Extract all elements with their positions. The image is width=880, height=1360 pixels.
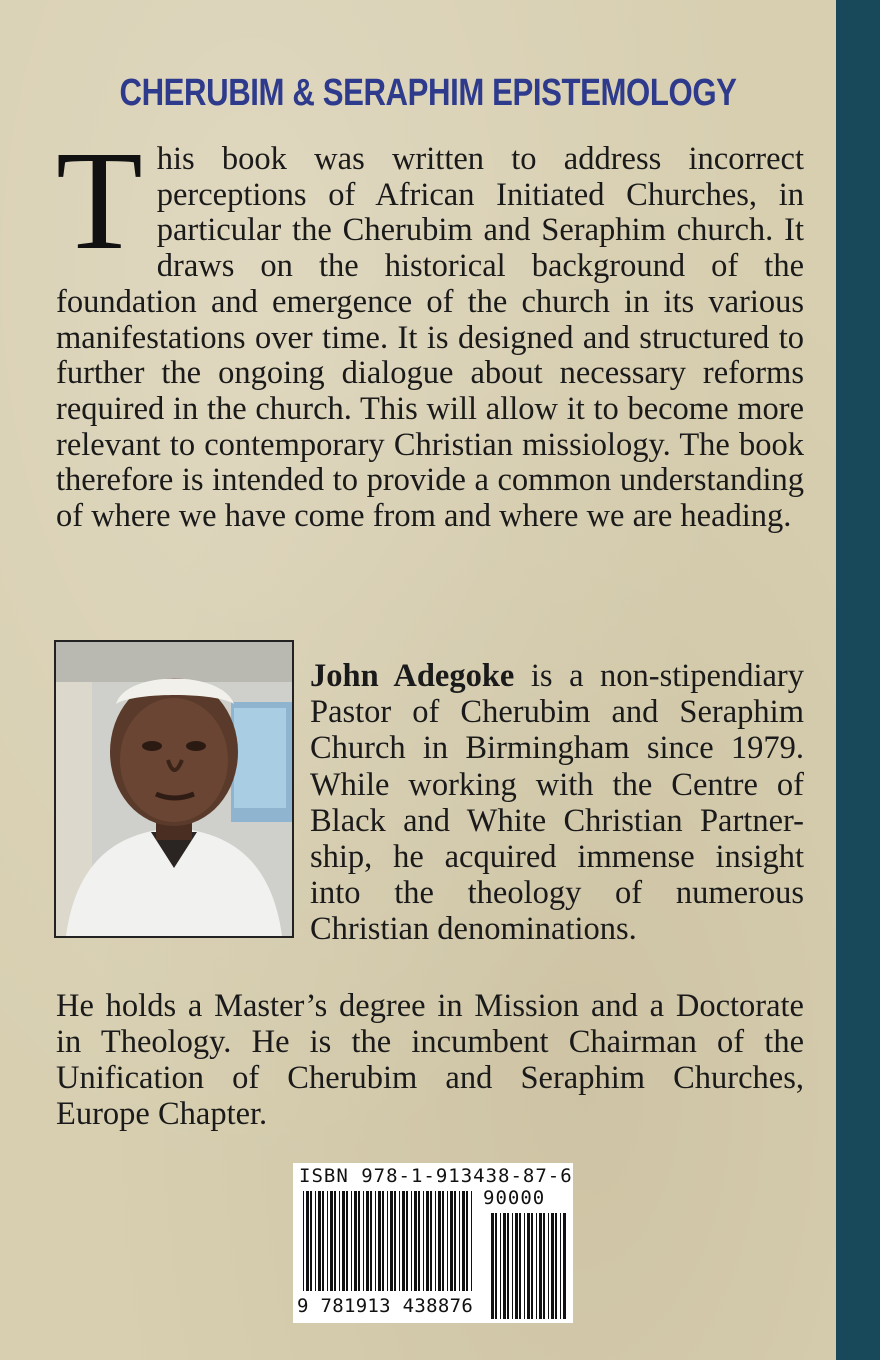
author-portrait-icon <box>56 642 292 936</box>
drop-cap: T <box>56 121 143 279</box>
barcode-bar <box>342 1191 345 1291</box>
barcode-bar <box>354 1191 357 1291</box>
barcode-bar <box>423 1191 424 1291</box>
barcode-bar <box>370 1191 372 1291</box>
barcode-bar <box>322 1191 324 1291</box>
barcode-digits: 9 781913 438876 <box>297 1295 474 1317</box>
barcode-bar <box>442 1191 444 1291</box>
barcode-bar <box>363 1191 364 1291</box>
barcode-bar <box>418 1191 420 1291</box>
barcode-bar <box>459 1191 460 1291</box>
barcode-bar <box>310 1191 312 1291</box>
barcode-bar <box>438 1191 441 1291</box>
barcode-bar <box>394 1191 396 1291</box>
barcode-bar <box>382 1191 384 1291</box>
barcode-bar <box>402 1191 405 1291</box>
barcode-bar <box>306 1191 309 1291</box>
barcode-bar <box>430 1191 432 1291</box>
barcode-bar <box>471 1191 472 1291</box>
price-code: 90000 <box>483 1187 546 1209</box>
barcode-bar <box>551 1213 554 1319</box>
barcode-bar <box>524 1213 525 1319</box>
barcode-bar <box>454 1191 456 1291</box>
author-photo <box>54 640 294 938</box>
barcode-bar <box>346 1191 348 1291</box>
barcode-bar <box>390 1191 393 1291</box>
barcode-bar <box>536 1213 537 1319</box>
author-bio <box>310 658 804 948</box>
barcode-bar <box>447 1191 448 1291</box>
barcode-bar <box>358 1191 360 1291</box>
barcode-bar <box>507 1213 509 1319</box>
barcode-bar <box>543 1213 545 1319</box>
barcode-bar <box>495 1213 497 1319</box>
barcode-bar <box>387 1191 388 1291</box>
isbn-label: ISBN 978-1-913438-87-6 <box>299 1165 573 1187</box>
book-blurb <box>56 121 804 535</box>
barcode-bar <box>303 1191 304 1291</box>
barcode-bar <box>491 1213 494 1319</box>
barcode-bar <box>450 1191 453 1291</box>
author-bio-text: is a non-stipendiary Pastor of Cherubim and Seraphim Church in Birmingham since 1979. While working with the Centre of Black and White Christian Partner-ship, he acquired immense insight into the theology of numerous Christian denominations. <box>310 658 805 948</box>
barcode-bar <box>406 1191 408 1291</box>
barcode-bar <box>466 1191 468 1291</box>
barcode-bar <box>315 1191 316 1291</box>
barcode-bar <box>378 1191 381 1291</box>
barcode-bar <box>503 1213 506 1319</box>
barcode-bar <box>500 1213 501 1319</box>
barcode-bar <box>351 1191 352 1291</box>
barcode-bar <box>375 1191 376 1291</box>
author-credentials: He holds a Master’s degree in Mission and a Doctorate in Theology. He is the incumbent Chairman of the Unification of Cherubim and Seraphim Churches, Europe Chapter. <box>56 988 804 1132</box>
barcode-bar <box>555 1213 557 1319</box>
spine-edge <box>836 0 880 1360</box>
blurb-text: his book was written to address incorrect perceptions of African Initiated Churches, in particular the Cherubim and Seraphim church. It draws on the historical background of the foundation and emergence of the church in its various manifestations over time. It is designed and structured to further the ongoing dialogue about necessary reforms required in the church. This will allow it to become more relevant to contemporary Christian missiology. The book therefore is intended to provide a common understanding of where we have come from and where we are heading. <box>56 141 804 535</box>
barcode-bar <box>318 1191 321 1291</box>
barcode-bar <box>411 1191 412 1291</box>
barcode-bar <box>560 1213 561 1319</box>
barcode-bar <box>366 1191 369 1291</box>
barcode-bar <box>548 1213 549 1319</box>
author-name: John Adegoke <box>310 658 515 694</box>
book-title: CHERUBIM & SERAPHIM EPISTEMOLOGY <box>119 72 737 114</box>
barcode-bar <box>462 1191 465 1291</box>
barcode-bar <box>414 1191 417 1291</box>
barcode-bar <box>339 1191 340 1291</box>
barcode-bar <box>327 1191 328 1291</box>
barcode-bar <box>426 1191 429 1291</box>
barcode-bar <box>531 1213 533 1319</box>
barcode-bar <box>330 1191 333 1291</box>
barcode-bar <box>399 1191 400 1291</box>
barcode-bar <box>334 1191 336 1291</box>
barcode-bar <box>519 1213 521 1319</box>
barcode-bar <box>512 1213 513 1319</box>
barcode-bar <box>563 1213 566 1319</box>
barcode-bar <box>515 1213 518 1319</box>
barcode-bar <box>435 1191 436 1291</box>
barcode-bar <box>539 1213 542 1319</box>
barcode-bar <box>527 1213 530 1319</box>
isbn-barcode <box>293 1163 573 1323</box>
